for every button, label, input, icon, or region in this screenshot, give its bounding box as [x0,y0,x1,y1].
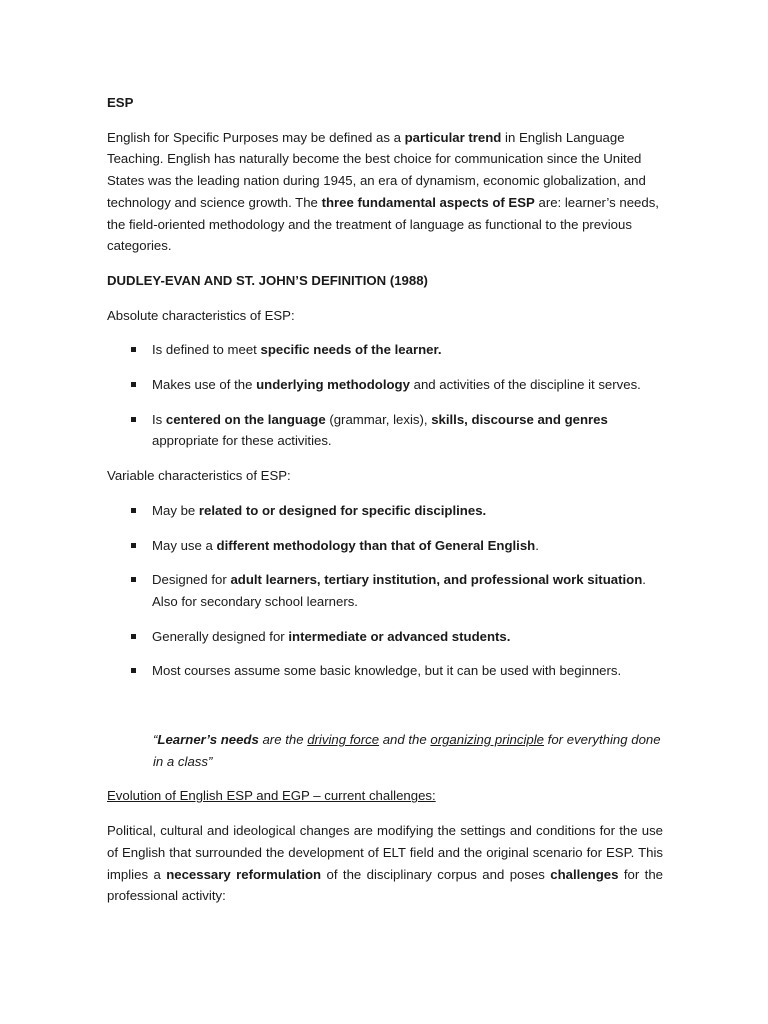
closing-text-1: Political, cultural and ideological changes are modifying the settings and conditions for the use of English that surrounded the development of ELT field and the original scenario for ESP. This implies a [107,823,663,882]
quote-underline-1: driving force [307,732,380,748]
absolute-item-2-bold: underlying methodology [256,377,410,393]
variable-item-4-text: Generally designed for [152,628,289,644]
variable-item-3-text-2: . Also for secondary school learners. [152,572,646,609]
absolute-item-3-text-3: appropriate for these activities. [152,433,332,449]
closing-paragraph [107,820,663,907]
absolute-item-3 [107,409,663,452]
quote-text-3: for everything done in a class” [153,732,661,769]
variable-item-3-text: Designed for [152,572,231,588]
absolute-item-1-bold: specific needs of the learner. [260,342,442,358]
absolute-item-1 [107,339,663,361]
absolute-item-3-bold: centered on the language [165,411,326,427]
absolute-item-3-text: Is [152,411,166,427]
absolute-item-1-text: Is defined to meet [152,342,261,358]
closing-text-2: of the disciplinary corpus and poses [321,866,551,882]
variable-item-4 [107,626,663,648]
definition-heading: DUDLEY-EVAN AND ST. JOHN’S DEFINITION (1988) [107,272,428,288]
quote-underline-2: organizing principle [430,732,545,748]
variable-item-5-text: Most courses assume some basic knowledge, but it can be used with beginners. [152,663,622,679]
intro-text-3: are: learner’s needs, the field-oriented methodology and the treatment of language as functional to the previous categories. [107,194,659,254]
quote-bold: Learner’s needs [157,732,259,748]
intro-text-2: in English Language Teaching. English has naturally become the best choice for communication since the United States was the leading nation during 1945, an era of dynamism, economic globalization, and technology and science growth. The [107,129,646,210]
variable-item-3 [107,569,663,612]
closing-text-3: for the professional activity: [107,866,664,904]
absolute-item-3-bold-2: skills, discourse and genres [431,411,608,427]
variable-item-4-bold: intermediate or advanced students. [288,628,511,644]
closing-bold-1: necessary reformulation [166,866,322,882]
variable-item-3-bold: adult learners, tertiary institution, and professional work situation [230,572,643,588]
closing-bold-2: challenges [550,866,619,882]
document-page [107,92,663,907]
intro-paragraph [107,127,663,257]
variable-item-1 [107,500,663,522]
intro-bold-2: three fundamental aspects of ESP [321,194,535,210]
variable-label: Variable characteristics of ESP: [107,468,291,484]
absolute-item-2-text: Makes use of the [152,377,257,393]
intro-bold-1: particular trend [404,129,502,145]
absolute-label: Absolute characteristics of ESP: [107,307,295,323]
variable-item-2-text-2: . [535,537,539,553]
absolute-item-2-text-2: and activities of the discipline it serves. [409,377,641,393]
variable-item-5 [107,660,663,682]
quote-open: “ [153,732,158,748]
variable-item-2 [107,535,663,557]
absolute-item-2 [107,374,663,396]
variable-item-2-text: May use a [152,537,217,553]
variable-item-1-text: May be [152,502,199,518]
quote-text-2: and the [379,732,431,748]
heading-esp: ESP [107,95,134,110]
quote [107,729,663,772]
variable-item-1-bold: related to or designed for specific disciplines. [198,502,487,518]
variable-item-2-bold: different methodology than that of General English [216,537,536,553]
evolution-heading: Evolution of English ESP and EGP – current challenges: [107,788,436,804]
quote-text-1: are the [258,732,308,748]
absolute-item-3-text-2: (grammar, lexis), [325,411,432,427]
intro-text-1: English for Specific Purposes may be defined as a [107,129,405,145]
